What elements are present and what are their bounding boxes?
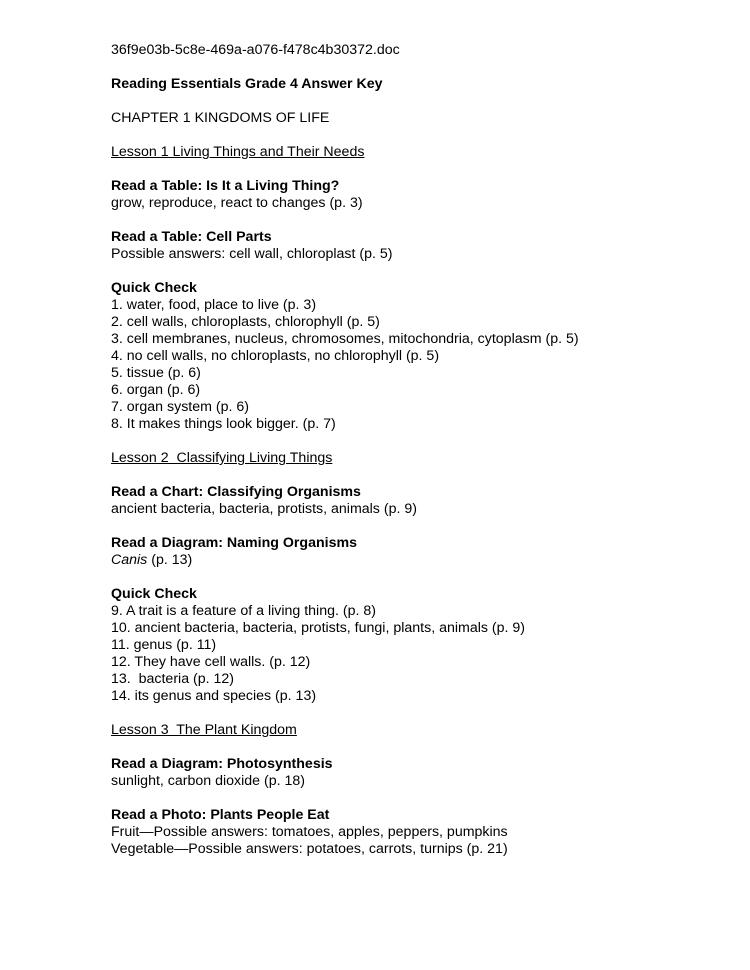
diagram-photosynthesis-answer: sunlight, carbon dioxide (p. 18) <box>111 773 306 789</box>
genus-name: Canis <box>111 552 148 568</box>
photo-plants-answer: Vegetable—Possible answers: potatoes, carrots, turnips (p. 21) <box>111 841 508 857</box>
quick-check-item: 8. It makes things look bigger. (p. 7) <box>111 416 336 432</box>
quick-check-item: 1. water, food, place to live (p. 3) <box>111 297 317 313</box>
chart-classifying-title: Read a Chart: Classifying Organisms <box>111 484 361 500</box>
table-living-thing-title: Read a Table: Is It a Living Thing? <box>111 178 340 194</box>
table-cell-parts-answer: Possible answers: cell wall, chloroplast (p. 5) <box>111 246 393 262</box>
quick-check-item: 12. They have cell walls. (p. 12) <box>111 654 311 670</box>
chart-classifying-answer: ancient bacteria, bacteria, protists, animals (p. 9) <box>111 501 417 517</box>
quick-check-item: 6. organ (p. 6) <box>111 382 201 398</box>
document-filename: 36f9e03b-5c8e-469a-a076-f478c4b30372.doc <box>111 42 400 58</box>
lesson-3-heading: Lesson 3 The Plant Kingdom <box>111 722 297 738</box>
diagram-photosynthesis-title: Read a Diagram: Photosynthesis <box>111 756 333 772</box>
quick-check-item: 13. bacteria (p. 12) <box>111 671 235 687</box>
quick-check-item: 3. cell membranes, nucleus, chromosomes, mitochondria, cytoplasm (p. 5) <box>111 331 579 347</box>
quick-check-item: 2. cell walls, chloroplasts, chlorophyll (p. 5) <box>111 314 380 330</box>
diagram-naming-answer <box>111 552 731 569</box>
lesson-2-heading: Lesson 2 Classifying Living Things <box>111 450 333 466</box>
quick-check-item: 5. tissue (p. 6) <box>111 365 201 381</box>
quick-check-item: 14. its genus and species (p. 13) <box>111 688 317 704</box>
photo-plants-title: Read a Photo: Plants People Eat <box>111 807 330 823</box>
lesson-1-quick-check-title: Quick Check <box>111 280 197 296</box>
table-cell-parts-title: Read a Table: Cell Parts <box>111 229 272 245</box>
chapter-heading: CHAPTER 1 KINGDOMS OF LIFE <box>111 110 330 126</box>
quick-check-item: 9. A trait is a feature of a living thing. (p. 8) <box>111 603 376 619</box>
lesson-2-quick-check-title: Quick Check <box>111 586 197 602</box>
document-title: Reading Essentials Grade 4 Answer Key <box>111 76 383 92</box>
quick-check-item: 10. ancient bacteria, bacteria, protists, fungi, plants, animals (p. 9) <box>111 620 526 636</box>
lesson-1-heading: Lesson 1 Living Things and Their Needs <box>111 144 365 160</box>
page-reference: (p. 13) <box>147 552 193 568</box>
photo-plants-answer: Fruit—Possible answers: tomatoes, apples, peppers, pumpkins <box>111 824 508 840</box>
document-page <box>111 42 731 858</box>
table-living-thing-answer: grow, reproduce, react to changes (p. 3) <box>111 195 363 211</box>
quick-check-item: 7. organ system (p. 6) <box>111 399 249 415</box>
quick-check-item: 11. genus (p. 11) <box>111 637 217 653</box>
diagram-naming-title: Read a Diagram: Naming Organisms <box>111 535 357 551</box>
quick-check-item: 4. no cell walls, no chloroplasts, no chlorophyll (p. 5) <box>111 348 440 364</box>
